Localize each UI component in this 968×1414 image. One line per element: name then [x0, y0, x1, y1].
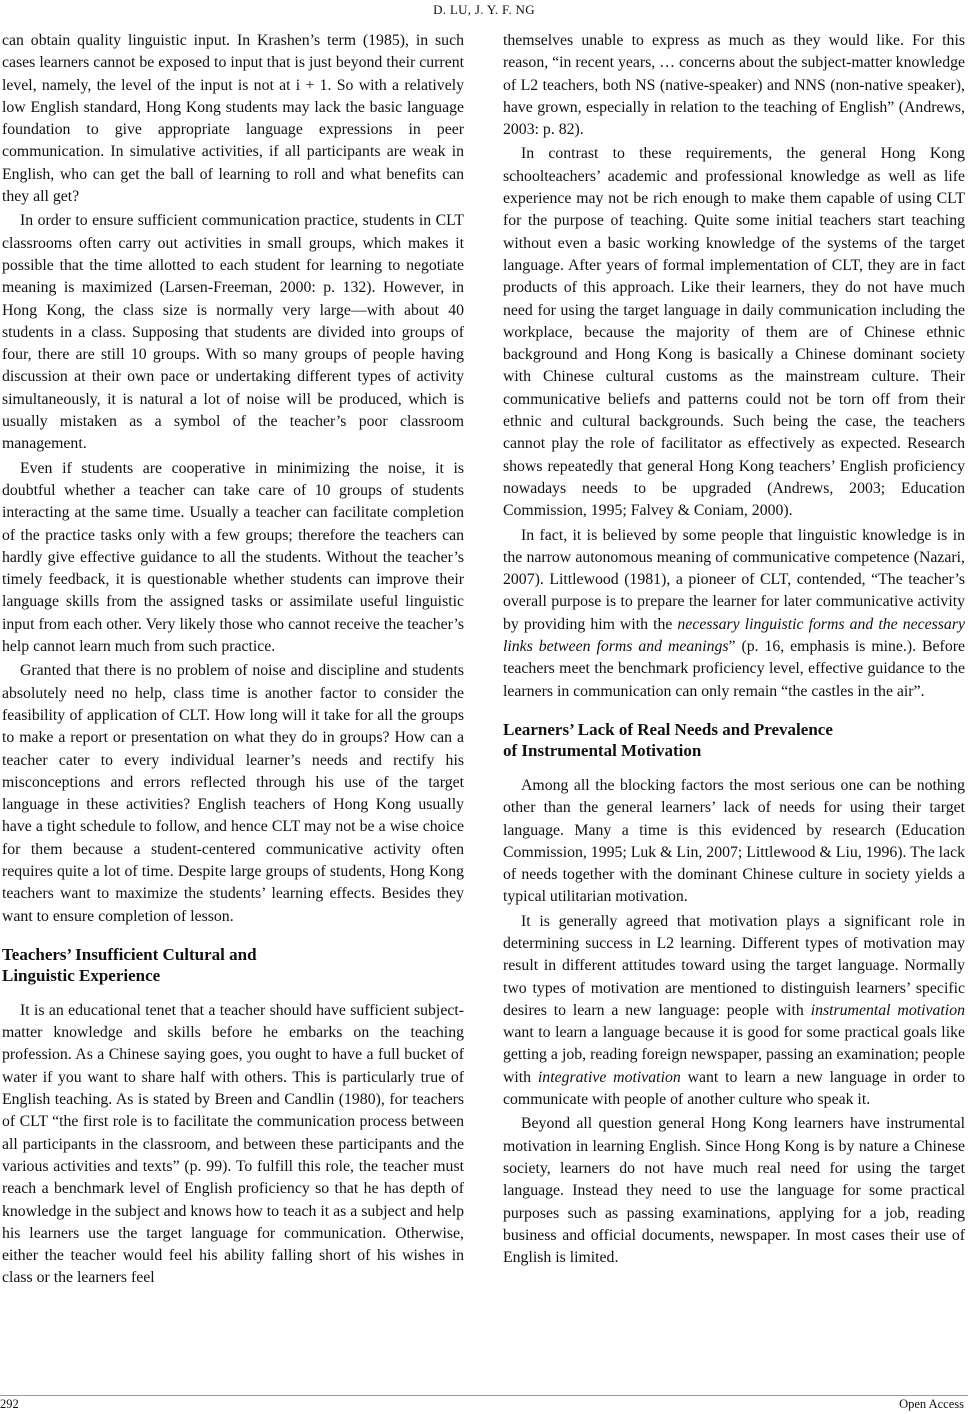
right-column: [503, 30, 965, 1271]
paragraph: Beyond all question general Hong Kong learners have instrumental motivation in learning English. Since Hong Kong is by nature a Chinese society, learners do not have much real need for using the target language. Instead they need to use the language for some practical purposes such as passing examinations, applying for a job, reading business and official documents, newspaper. In most cases their use of English is limited.: [503, 1115, 965, 1267]
section-heading-line: of Instrumental Motivation: [503, 740, 702, 760]
paragraph: In contrast to these requirements, the general Hong Kong schoolteachers’ academic and professional knowledge as well as life experience may not be rich enough to make them capable of using CLT for the purpose of teaching. Quite some initial teachers start teaching without even a basic working knowledge of the systems of the target language. After years of formal implementation of CLT, they are in fact products of this approach. Like their learners, they do not have much need for using the target language in daily communication including the workplace, because the majority of them are of Chinese ethnic background and Hong Kong is basically a Chinese dominant society with Chinese cultural customs as the mainstream culture. Their communicative beliefs and patterns could not be torn off from their ethnic and cultural backgrounds. Such being the case, the teachers cannot play the role of facilitator as effectively as expected. Research shows repeatedly that general Hong Kong teachers’ English proficiency nowadays needs to be upgraded (Andrews, 2003; Education Commission, 1995; Falvey & Coniam, 2000).: [503, 145, 965, 520]
section-heading-line: Linguistic Experience: [2, 965, 161, 985]
text-run: want to learn a new language in order to communicate with people of another culture who speak it.: [503, 1068, 965, 1109]
paragraph: [503, 525, 965, 703]
paragraph: themselves unable to express as much as they would like. For this reason, “in recent years, … concerns about the subject-matter knowledge of L2 teachers, both NS (native-speaker) and NNS (non-native speaker), have grown, especially in relation to the teaching of English” (Andrews, 2003: p. 82).: [503, 32, 965, 139]
emphasis-text: necessary linguistic forms and the necessary links between forms and meanings: [503, 615, 965, 656]
paragraph: In order to ensure sufficient communication practice, students in CLT classrooms often carry out activities in small groups, which makes it possible that the time allotted to each student for learning to negotiate meaning is maximized (Larsen-Freeman, 2000: p. 132). However, in Hong Kong, the class size is normally very large—with about 40 students in a class. Supposing that students are divided into groups of four, there are still 10 groups. With so many groups of people having discussion at their own pace or undertaking different types of activity simultaneously, it is natural a lot of noise will be produced, which is usually mistaken as a symbol of the teacher’s poor classroom management.: [2, 212, 464, 453]
emphasis-text: integrative motivation: [537, 1068, 681, 1086]
text-run: ” (p. 16, emphasis is mine.). Before teachers meet the benchmark proficiency level, effective guidance to the learners in communication can only remain “the castles in the air”.: [503, 638, 965, 700]
paragraph: Even if students are cooperative in minimizing the noise, it is doubtful whether a teacher can take care of 10 groups of students interacting at the same time. Usually a teacher can facilitate completion of the practice tasks only with a few groups; therefore the teachers can hardly give effective guidance to all the students. Without the teacher’s timely feedback, it is questionable whether students can improve their language skills from the assigned tasks or assimilate useful linguistic input from each other. Very likely those who cannot receive the teacher’s help cannot learn much from such practice.: [2, 459, 464, 656]
text-run: want to learn a language because it is good for some practical goals like getting a job, reading foreign newspaper, passing an examination; people with: [503, 1024, 965, 1086]
section-heading-line: Teachers’ Insufficient Cultural and: [2, 944, 257, 964]
section-heading: [2, 944, 464, 986]
text-run: In fact, it is believed by some people that linguistic knowledge is in the narrow autonomous meaning of communicative competence (Nazari, 2007). Littlewood (1981), a pioneer of CLT, contended, “The teacher’s overall purpose is to prepare the learner for later communicative activity by providing him with the: [503, 526, 965, 633]
footer-rule: [0, 1395, 968, 1396]
page-number: 292: [0, 1397, 19, 1411]
section-heading-line: Learners’ Lack of Real Needs and Prevalence: [503, 719, 833, 739]
running-head: D. LU, J. Y. F. NG: [433, 2, 535, 17]
left-column: [2, 30, 464, 1292]
paragraph: can obtain quality linguistic input. In Krashen’s term (1985), in such cases learners cannot be exposed to input that is just beyond their current level, namely, the level of the input is not at i + 1. So with a relatively low English standard, Hong Kong students may lack the basic language foundation to give appropriate language expressions in peer communication. In simulative activities, if all participants are weak in English, who can get the ball of learning to roll and what benefits can they all get?: [2, 32, 464, 206]
publisher-label: Open Access: [899, 1397, 964, 1411]
text-run: It is generally agreed that motivation plays a significant role in determining success in L2 learning. Different types of motivation may result in different attitudes toward using the target language. Normally two types of motivation are mentioned to distinguish learners’ specific desires to learn a new language: people with: [503, 912, 965, 1019]
paragraph: It is an educational tenet that a teacher should have sufficient subject-matter knowledge and skills before he embarks on the teaching profession. As a Chinese saying goes, you ought to have a full bucket of water if you want to share half with others. This is particularly true of English teaching. As is stated by Breen and Candlin (1980), for teachers of CLT “the first role is to facilitate the communication process between all participants in the classroom, and between these participants and the various activities and texts” (p. 99). To fulfill this role, the teacher must reach a benchmark level of English proficiency so that he has depth of knowledge in the subject and knows how to teach it as a subject and help his learners use the target language for communication. Otherwise, either the teacher would feel his ability falling short of his wishes in class or the learners feel: [2, 1001, 464, 1287]
paragraph: [503, 911, 965, 1112]
paragraph: Among all the blocking factors the most serious one can be nothing other than the general learners’ lack of needs for using their target language. Many a time is this evidenced by research (Education Commission, 1995; Luk & Lin, 2007; Littlewood & Liu, 1996). The lack of needs together with the dominant Chinese culture in society yields a typical utilitarian motivation.: [503, 776, 965, 906]
section-heading: [503, 719, 965, 761]
paragraph: Granted that there is no problem of noise and discipline and students absolutely need no help, class time is another factor to consider the feasibility of application of CLT. How long will it take for all the groups to make a report or presentation on what they do in groups? How can a teacher cater to every individual learner’s needs and rectify his misconceptions and errors reflected through his use of the target language in these activities? English teachers of Hong Kong usually have a tight schedule to follow, and hence CLT may not be a wise choice for them because a student-centered communicative activity often requires quite a lot of time. Despite large groups of students, Hong Kong teachers want to maximize the students’ learning effects. Besides they want to ensure completion of lesson.: [2, 662, 464, 925]
emphasis-text: instrumental motivation: [810, 1001, 965, 1019]
